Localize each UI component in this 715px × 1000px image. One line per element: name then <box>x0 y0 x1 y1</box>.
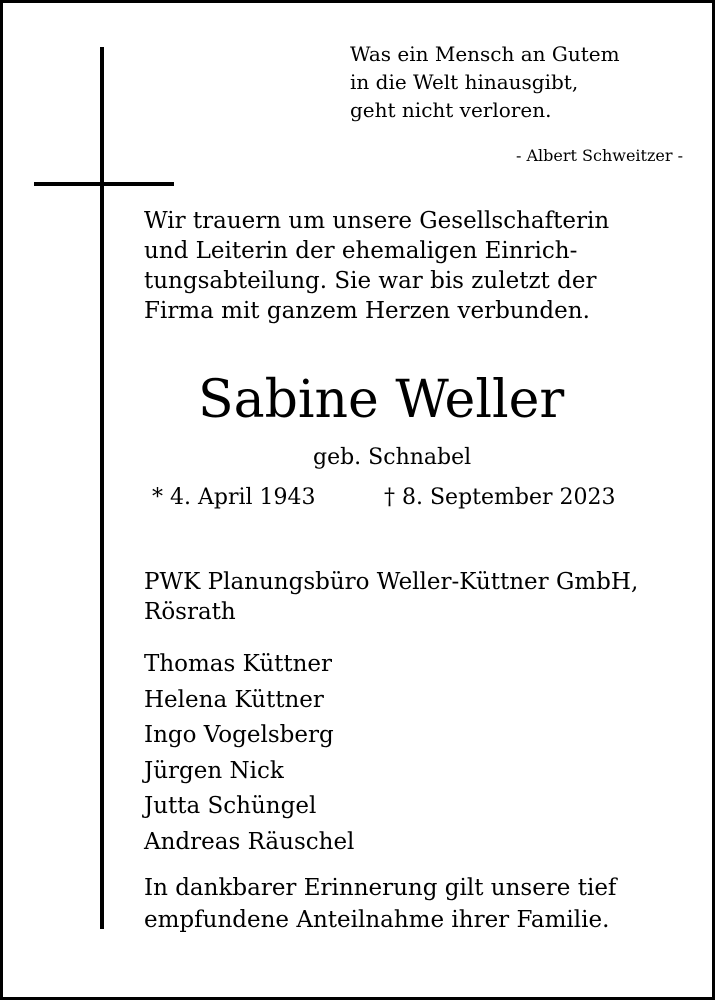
closing-line: empfundene Anteilnahme ihrer Familie. <box>144 907 610 933</box>
quote-line: in die Welt hinausgibt, <box>350 70 579 94</box>
quote <box>350 40 620 124</box>
deceased-name: Sabine Weller <box>198 370 565 430</box>
intro-line: Wir trauern um unsere Gesellschafterin <box>144 208 610 234</box>
birth-name: geb. Schnabel <box>313 445 472 470</box>
closing-text <box>144 872 616 936</box>
mourner-name: Thomas Küttner <box>144 651 333 677</box>
company-name <box>144 567 638 627</box>
mourner-name: Helena Küttner <box>144 686 324 713</box>
cross-vertical-bar <box>100 47 104 929</box>
company-line: PWK Planungsbüro Weller-Küttner GmbH, <box>144 569 639 595</box>
intro-text <box>144 206 609 326</box>
quote-line: Was ein Mensch an Gutem <box>350 42 620 66</box>
cross-horizontal-bar <box>34 182 174 186</box>
intro-line: tungsabteilung. Sie war bis zuletzt der <box>144 268 597 294</box>
closing-line: In dankbarer Erinnerung gilt unsere tief <box>144 875 617 901</box>
death-date: † 8. September 2023 <box>384 485 616 510</box>
mourner-name: Ingo Vogelsberg <box>144 722 334 749</box>
company-line: Rösrath <box>144 599 236 625</box>
mourner-name: Jürgen Nick <box>144 757 284 784</box>
intro-line: und Leiterin der ehemaligen Einrich- <box>144 238 578 264</box>
birth-date: * 4. April 1943 <box>152 485 316 510</box>
quote-author: - Albert Schweitzer - <box>515 146 683 165</box>
quote-line: geht nicht verloren. <box>350 98 552 122</box>
intro-line: Firma mit ganzem Herzen verbunden. <box>144 298 590 324</box>
mourner-list <box>144 647 354 861</box>
mourner-name: Jutta Schüngel <box>144 793 317 820</box>
mourner-name: Andreas Räuschel <box>144 828 355 855</box>
